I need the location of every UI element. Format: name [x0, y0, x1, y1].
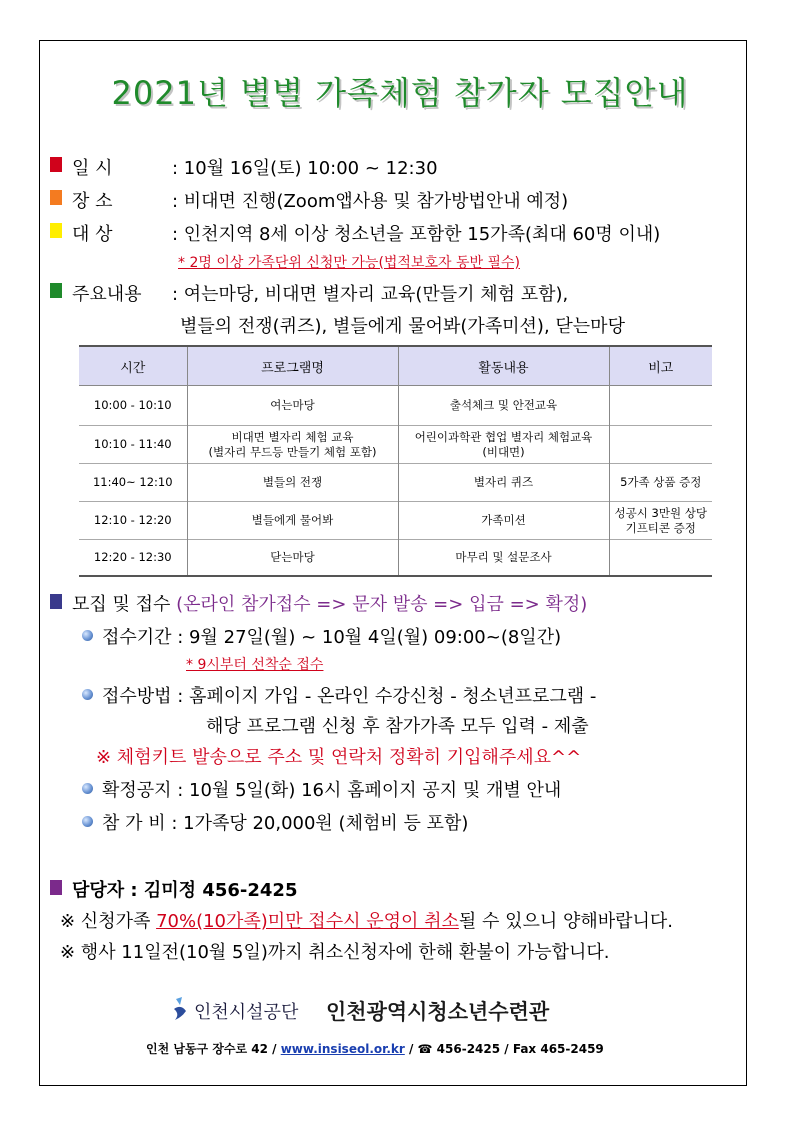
contact-label: 담당자 : 김미정 456-2425 — [72, 880, 298, 901]
recruit-fee: 참 가 비 : 1가족당 20,000원 (체험비 등 포함) — [102, 813, 469, 834]
cell-time: 11:40~ 12:10 — [79, 464, 187, 502]
table-row — [79, 426, 712, 464]
cell-activity: 출석체크 및 안전교육 — [398, 386, 609, 426]
cell-program: 닫는마당 — [187, 540, 398, 576]
header-program: 프로그램명 — [187, 346, 398, 386]
org-name-2: 인천광역시청소년수련관 — [326, 1000, 550, 1024]
green-square-icon — [50, 283, 62, 298]
recruit-method-1: 접수방법 : 홈페이지 가입 - 온라인 수강신청 - 청소년프로그램 - — [102, 686, 597, 707]
notice-1-post: 될 수 있으니 양해바랍니다. — [458, 911, 674, 932]
cell-program: 별들에게 물어봐 — [187, 502, 398, 540]
date-value: : 10월 16일(토) 10:00 ~ 12:30 — [172, 158, 438, 179]
header-note: 비고 — [609, 346, 712, 386]
footer-phone: 456-2425 / Fax 465-2459 — [432, 1042, 604, 1056]
orange-square-icon — [50, 190, 62, 205]
recruit-announce: 확정공지 : 10월 5일(화) 16시 홈페이지 공지 및 개별 안내 — [102, 780, 562, 801]
cell-program: 여는마당 — [187, 386, 398, 426]
bullet-icon — [82, 816, 93, 827]
bullet-icon — [82, 689, 93, 700]
purple-square-icon — [50, 880, 62, 895]
recruit-period-note: * 9시부터 선착순 접수 — [186, 657, 324, 673]
header-activity: 활동내용 — [398, 346, 609, 386]
recruit-flow: (온라인 참가접수 => 문자 발송 => 입금 => 확정) — [176, 594, 588, 615]
schedule-header-row — [79, 346, 712, 386]
notice-1 — [60, 907, 673, 933]
cell-activity: 가족미션 — [398, 502, 609, 540]
target-note: * 2명 이상 가족단위 신청만 가능(법적보호자 동반 필수) — [178, 255, 520, 271]
bullet-icon — [82, 783, 93, 794]
kit-note: ※ 체험키트 발송으로 주소 및 연락처 정확히 기입해주세요^^ — [96, 747, 582, 768]
recruit-period: 접수기간 : 9월 27일(월) ~ 10월 4일(월) 09:00~(8일간) — [102, 627, 562, 648]
target-row — [72, 220, 660, 246]
notice-1-highlight: 70%(10가족)미만 접수시 운영이 취소 — [156, 911, 459, 932]
schedule-table — [79, 345, 712, 577]
cell-time: 12:10 - 12:20 — [79, 502, 187, 540]
cell-activity: 어린이과학관 협업 별자리 체험교육 (비대면) — [398, 426, 609, 464]
date-row — [72, 154, 438, 180]
footer-contact — [146, 1040, 604, 1057]
table-row — [79, 386, 712, 426]
cell-note — [609, 386, 712, 426]
cell-note — [609, 426, 712, 464]
page-title: 2021년 별별 가족체험 참가자 모집안내 — [111, 74, 689, 112]
place-label: 장 소 — [72, 191, 113, 212]
recruit-label: 모집 및 접수 — [72, 594, 171, 615]
recruit-method-2: 해당 프로그램 신청 후 참가가족 모두 입력 - 제출 — [206, 716, 589, 737]
cell-activity: 별자리 퀴즈 — [398, 464, 609, 502]
cell-time: 10:00 - 10:10 — [79, 386, 187, 426]
cell-program: 별들의 전쟁 — [187, 464, 398, 502]
navy-square-icon — [50, 594, 62, 609]
table-row — [79, 540, 712, 576]
target-label: 대 상 — [72, 224, 113, 245]
notice-1-pre: ※ 신청가족 — [60, 911, 157, 932]
footer-address: 인천 남동구 장수로 42 / — [146, 1042, 281, 1056]
cell-time: 10:10 - 11:40 — [79, 426, 187, 464]
cell-note: 성공시 3만원 상당 기프티콘 증정 — [609, 502, 712, 540]
table-row — [79, 464, 712, 502]
content-row — [72, 280, 568, 306]
insiseol-logo-icon — [170, 995, 192, 1023]
content-value-2: 별들의 전쟁(퀴즈), 별들에게 물어봐(가족미션), 닫는마당 — [180, 316, 625, 337]
org-name-1: 인천시설공단 — [194, 1002, 299, 1023]
recruit-row — [72, 590, 587, 616]
red-square-icon — [50, 157, 62, 172]
target-value: : 인천지역 8세 이상 청소년을 포함한 15가족(최대 60명 이내) — [172, 224, 661, 245]
place-value: : 비대면 진행(Zoom앱사용 및 참가방법안내 예정) — [172, 191, 569, 212]
yellow-square-icon — [50, 223, 62, 238]
cell-activity: 마무리 및 설문조사 — [398, 540, 609, 576]
cell-time: 12:20 - 12:30 — [79, 540, 187, 576]
footer-sep: / — [404, 1042, 418, 1056]
header-time: 시간 — [79, 346, 187, 386]
bullet-icon — [82, 630, 93, 641]
place-row — [72, 187, 568, 213]
phone-icon: ☎ — [417, 1042, 433, 1056]
cell-note: 5가족 상품 증정 — [609, 464, 712, 502]
date-label: 일 시 — [72, 158, 113, 179]
cell-program: 비대면 별자리 체험 교육 (별자리 무드등 만들기 체험 포함) — [187, 426, 398, 464]
notice-2: ※ 행사 11일전(10월 5일)까지 취소신청자에 한해 환불이 가능합니다. — [60, 942, 610, 963]
footer-url-link[interactable]: www.insiseol.or.kr — [280, 1042, 405, 1056]
content-value-1: : 여는마당, 비대면 별자리 교육(만들기 체험 포함), — [172, 284, 569, 305]
cell-note — [609, 540, 712, 576]
content-label: 주요내용 — [72, 284, 142, 305]
table-row — [79, 502, 712, 540]
